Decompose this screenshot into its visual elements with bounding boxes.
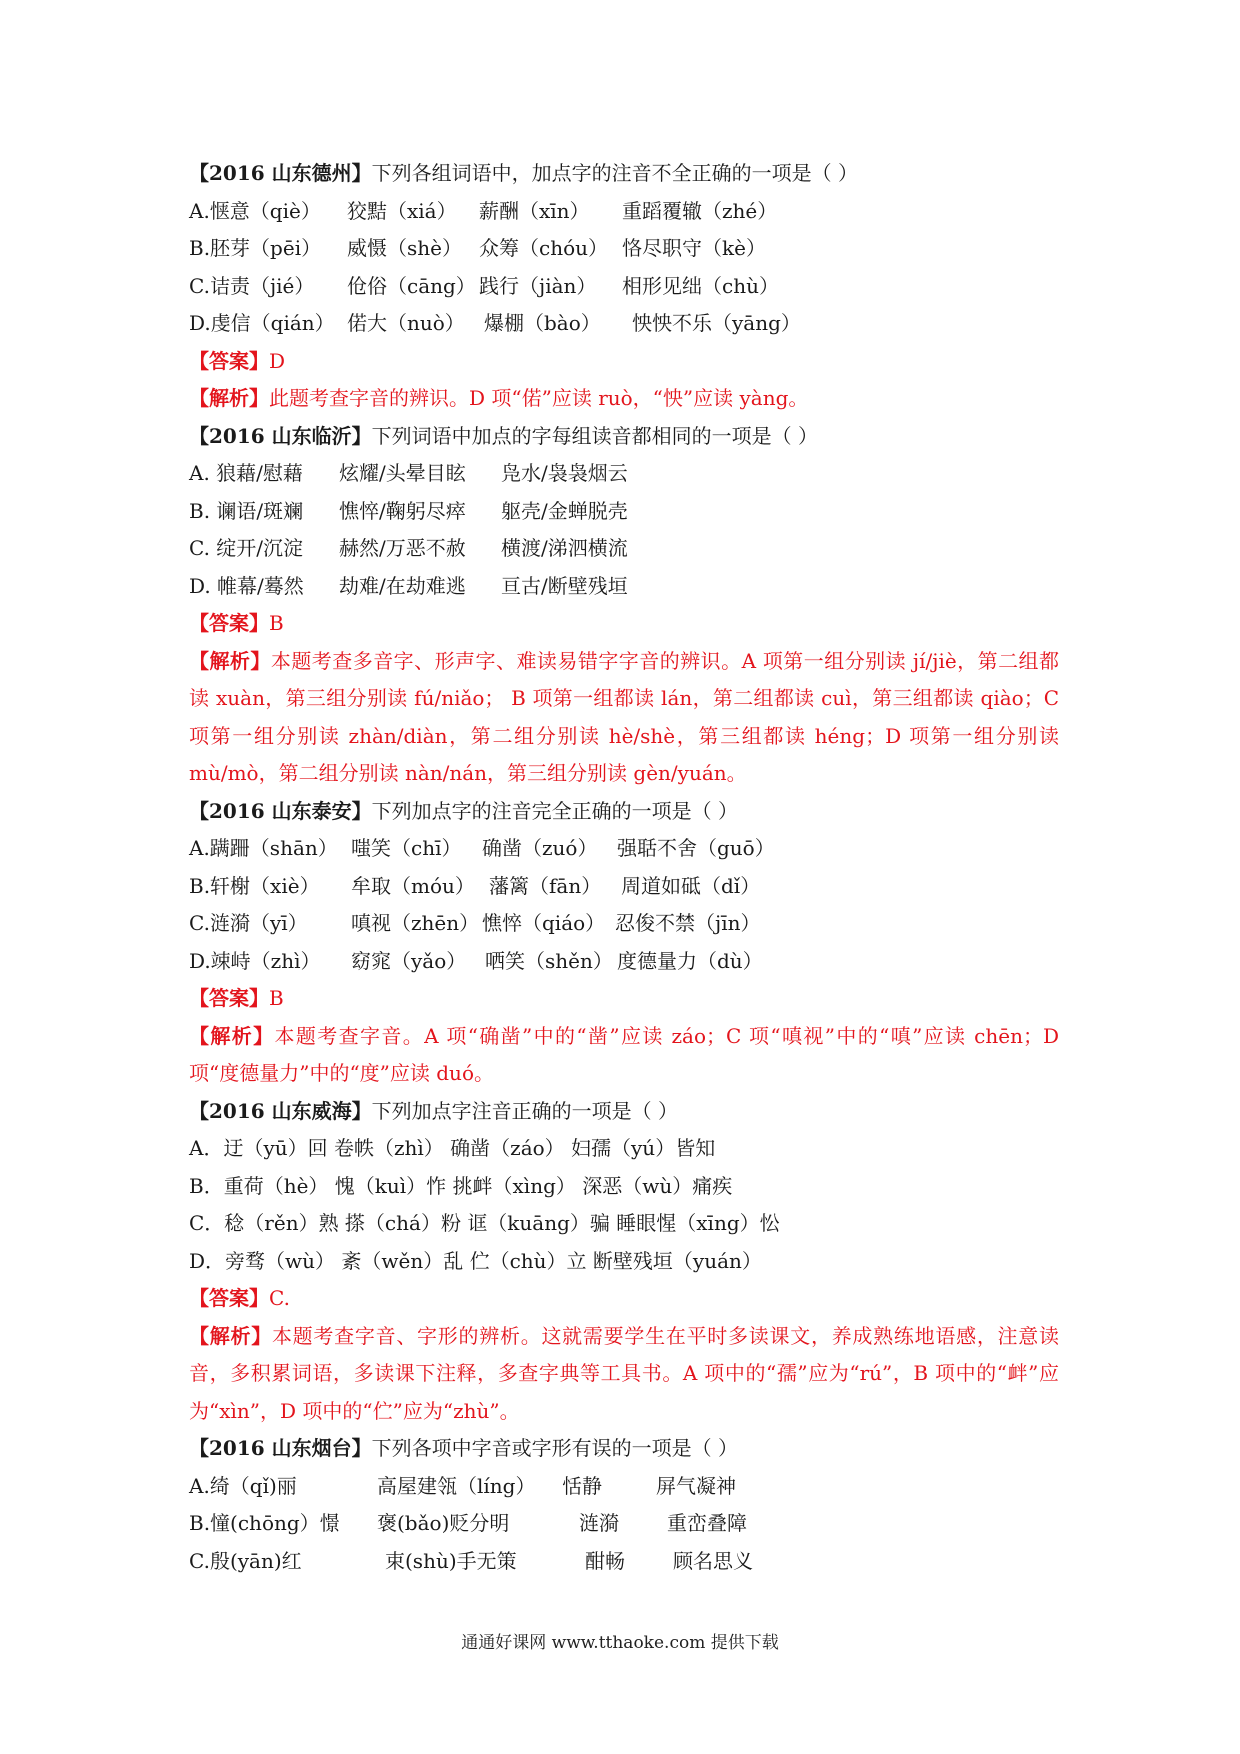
option-row: [189, 268, 1059, 306]
option-item: 怏怏不乐（yāng）: [632, 311, 801, 335]
question-text: 下列加点字注音正确的一项是（ ）: [371, 1098, 678, 1123]
question-source: 【2016 山东烟台】: [189, 1436, 372, 1460]
option-item: C. 绽开/沉淀: [189, 536, 304, 560]
option-item: A.惬意（qiè）: [189, 198, 321, 223]
option-item: 强聒不舍（guō）: [617, 836, 775, 860]
question-text: 下列词语中加点的字每组读音都相同的一项是（ ）: [371, 423, 818, 448]
option-row: [189, 493, 1059, 531]
option-item: 确凿（zuó）: [482, 836, 598, 860]
question-text: 下列加点字的注音完全正确的一项是（ ）: [371, 798, 738, 823]
option-row: [189, 230, 1059, 268]
option-item: 亘古/断壁残垣: [501, 573, 628, 598]
option-item: 哂笑（shěn）: [485, 948, 613, 973]
option-row: [189, 943, 1059, 981]
option-item: 涟漪: [579, 1511, 619, 1535]
answer-tag: 【答案】: [189, 611, 269, 635]
answer-line: [189, 605, 1059, 643]
option-item: 束(shù)手无策: [385, 1548, 517, 1573]
option-item: 窈窕（yǎo）: [351, 948, 467, 973]
option-row: [189, 1543, 1059, 1581]
option-item: 爆棚（bào）: [484, 311, 601, 335]
option-item: 酣畅: [585, 1548, 625, 1573]
option-item: 恬静: [562, 1473, 602, 1498]
option-item: 高屋建瓴（líng）: [377, 1473, 536, 1498]
option-item: 横渡/涕泗横流: [501, 536, 628, 560]
question-3-stem: [189, 793, 1059, 831]
answer-value: D: [269, 348, 286, 373]
answer-value: B: [269, 611, 284, 635]
question-text: 下列各项中字音或字形有误的一项是（ ）: [371, 1436, 738, 1460]
option-item: 嗔视（zhēn）: [351, 911, 480, 935]
option-item: 伧俗（cāng）: [347, 273, 476, 298]
analysis-block: [189, 643, 1059, 793]
option-item: C.诘责（jié）: [189, 273, 315, 298]
analysis-tag: 【解析】: [189, 648, 271, 673]
question-source: 【2016 山东泰安】: [189, 798, 372, 823]
option-item: 重峦叠障: [667, 1511, 747, 1535]
option-item: 屏气凝神: [656, 1473, 736, 1498]
option-item: 周道如砥（dǐ）: [621, 873, 761, 898]
exercise-content: [189, 155, 1059, 1580]
option-item: B. 谰语/斑斓: [189, 498, 304, 523]
option-item: 恪尽职守（kè）: [622, 236, 766, 260]
question-1-stem: [189, 155, 1059, 193]
option-row: [189, 305, 1059, 343]
option-item: 忍俊不禁（jīn）: [615, 911, 761, 935]
answer-line: [189, 343, 1059, 381]
question-2-stem: [189, 418, 1059, 456]
answer-line: [189, 980, 1059, 1018]
option-item: 重蹈覆辙（zhé）: [622, 198, 778, 223]
answer-value: B: [269, 986, 284, 1010]
analysis-text: 此题考查字音的辨识。D 项“偌”应读 ruò，“怏”应读 yàng。: [269, 386, 809, 410]
option-item: 赫然/万恶不赦: [339, 536, 466, 560]
option-row: [189, 568, 1059, 606]
option-row: [189, 193, 1059, 231]
option-item: B.憧(chōng）憬: [189, 1511, 340, 1535]
question-source: 【2016 山东威海】: [189, 1098, 372, 1123]
option-item: 顾名思义: [673, 1548, 753, 1573]
option-row: [189, 905, 1059, 943]
option-row: [189, 1505, 1059, 1543]
option-item: D. 帷幕/蓦然: [189, 573, 304, 598]
option-item: 藩篱（fān）: [489, 873, 602, 898]
option-item: 炫耀/头晕目眩: [339, 461, 466, 485]
option-row: D．旁骛（wù） 紊（wěn）乱 伫（chù）立 断壁残垣（yuán）: [189, 1248, 762, 1273]
option-item: 憔悴/鞠躬尽瘁: [339, 498, 466, 523]
question-4-stem: [189, 1093, 1059, 1131]
option-item: 薪酬（xīn）: [479, 198, 590, 223]
analysis-tag: 【解析】: [189, 1323, 272, 1348]
answer-tag: 【答案】: [189, 348, 269, 373]
question-source: 【2016 山东德州】: [189, 161, 372, 185]
option-item: 褒(bǎo)贬分明: [377, 1511, 510, 1535]
analysis-block: [189, 1318, 1059, 1431]
option-item: 躯壳/金蝉脱壳: [501, 498, 628, 523]
page-footer: 通通好课网 www.tthaoke.com 提供下载: [461, 1633, 779, 1653]
option-item: 众筹（chóu）: [479, 236, 609, 260]
option-item: 狡黠（xiá）: [347, 198, 457, 223]
option-item: 相形见绌（chù）: [622, 273, 779, 298]
option-item: A.绮（qǐ)丽: [189, 1473, 297, 1498]
option-item: B.胚芽（pēi）: [189, 236, 322, 260]
answer-tag: 【答案】: [189, 986, 269, 1010]
analysis-block: [189, 380, 1059, 418]
answer-line: [189, 1280, 1059, 1318]
option-item: A. 狼藉/慰藉: [189, 461, 303, 485]
option-item: 劫难/在劫难逃: [339, 573, 466, 598]
option-row: [189, 830, 1059, 868]
option-item: D.虔信（qián）: [189, 311, 335, 335]
option-item: C.涟漪（yī）: [189, 911, 308, 935]
analysis-tag: 【解析】: [189, 1023, 275, 1048]
option-row: [189, 868, 1059, 906]
option-item: 度德量力（dù）: [617, 948, 763, 973]
option-row: A．迂（yū）回 卷帙（zhì） 确凿（záo） 妇孺（yú）皆知: [189, 1136, 716, 1160]
option-row: [189, 530, 1059, 568]
option-item: 凫水/袅袅烟云: [501, 461, 628, 485]
analysis-block: [189, 1018, 1059, 1093]
option-item: A.蹒跚（shān）: [189, 836, 338, 860]
option-item: 威慑（shè）: [347, 236, 462, 260]
answer-value: C.: [269, 1286, 290, 1310]
option-item: 践行（jiàn）: [479, 273, 597, 298]
option-item: C.殷(yān)红: [189, 1548, 302, 1573]
option-row: [189, 1468, 1059, 1506]
option-row: C．稔（rěn）熟 搽（chá）粉 诓（kuāng）骗 睡眼惺（xīng）忪: [189, 1211, 780, 1235]
analysis-text: 本题考查字音、字形的辨析。这就需要学生在平时多读课文，养成熟练地语感，注意读音，多积累词语，多读课下注释，多查字典等工具书。A 项中的“孺”应为“rú”，B 项中的“衅”应为“xìn”，D 项中的“伫”应为“zhù”。: [189, 1323, 1060, 1423]
option-item: 嗤笑（chī）: [351, 836, 462, 860]
analysis-text: 本题考查字音。A 项“确凿”中的“凿”应读 záo；C 项“嗔视”中的“嗔”应读 chēn；D 项“度德量力”中的“度”应读 duó。: [189, 1023, 1060, 1085]
question-text: 下列各组词语中，加点字的注音不全正确的一项是（ ）: [371, 161, 858, 185]
analysis-text: 本题考查多音字、形声字、难读易错字字音的辨识。A 项第一组分别读 jí/jiè，第二组都读 xuàn，第三组分别读 fú/niǎo； B 项第一组都读 lán，第二组都读 cuì，第三组都读 qiào；C 项第一组分别读 zhàn/diàn，第二组分别读 hè/shè，第三组都读 héng；D 项第一组分别读 mù/mò，第二组分别读 nàn/nán，第三组分别读 gèn/yuán。: [189, 648, 1060, 785]
analysis-tag: 【解析】: [189, 386, 269, 410]
option-row: B．重荷（hè） 愧（kuì）怍 挑衅（xìng） 深恶（wù）痛疾: [189, 1173, 733, 1198]
option-item: 偌大（nuò）: [347, 311, 465, 335]
option-item: D.竦峙（zhì）: [189, 948, 321, 973]
answer-tag: 【答案】: [189, 1286, 269, 1310]
option-item: 牟取（móu）: [351, 873, 475, 898]
option-item: 憔悴（qiáo）: [482, 911, 606, 935]
question-source: 【2016 山东临沂】: [189, 423, 372, 448]
option-row: [189, 455, 1059, 493]
option-item: B.轩榭（xiè）: [189, 873, 320, 898]
question-5-stem: [189, 1430, 1059, 1468]
